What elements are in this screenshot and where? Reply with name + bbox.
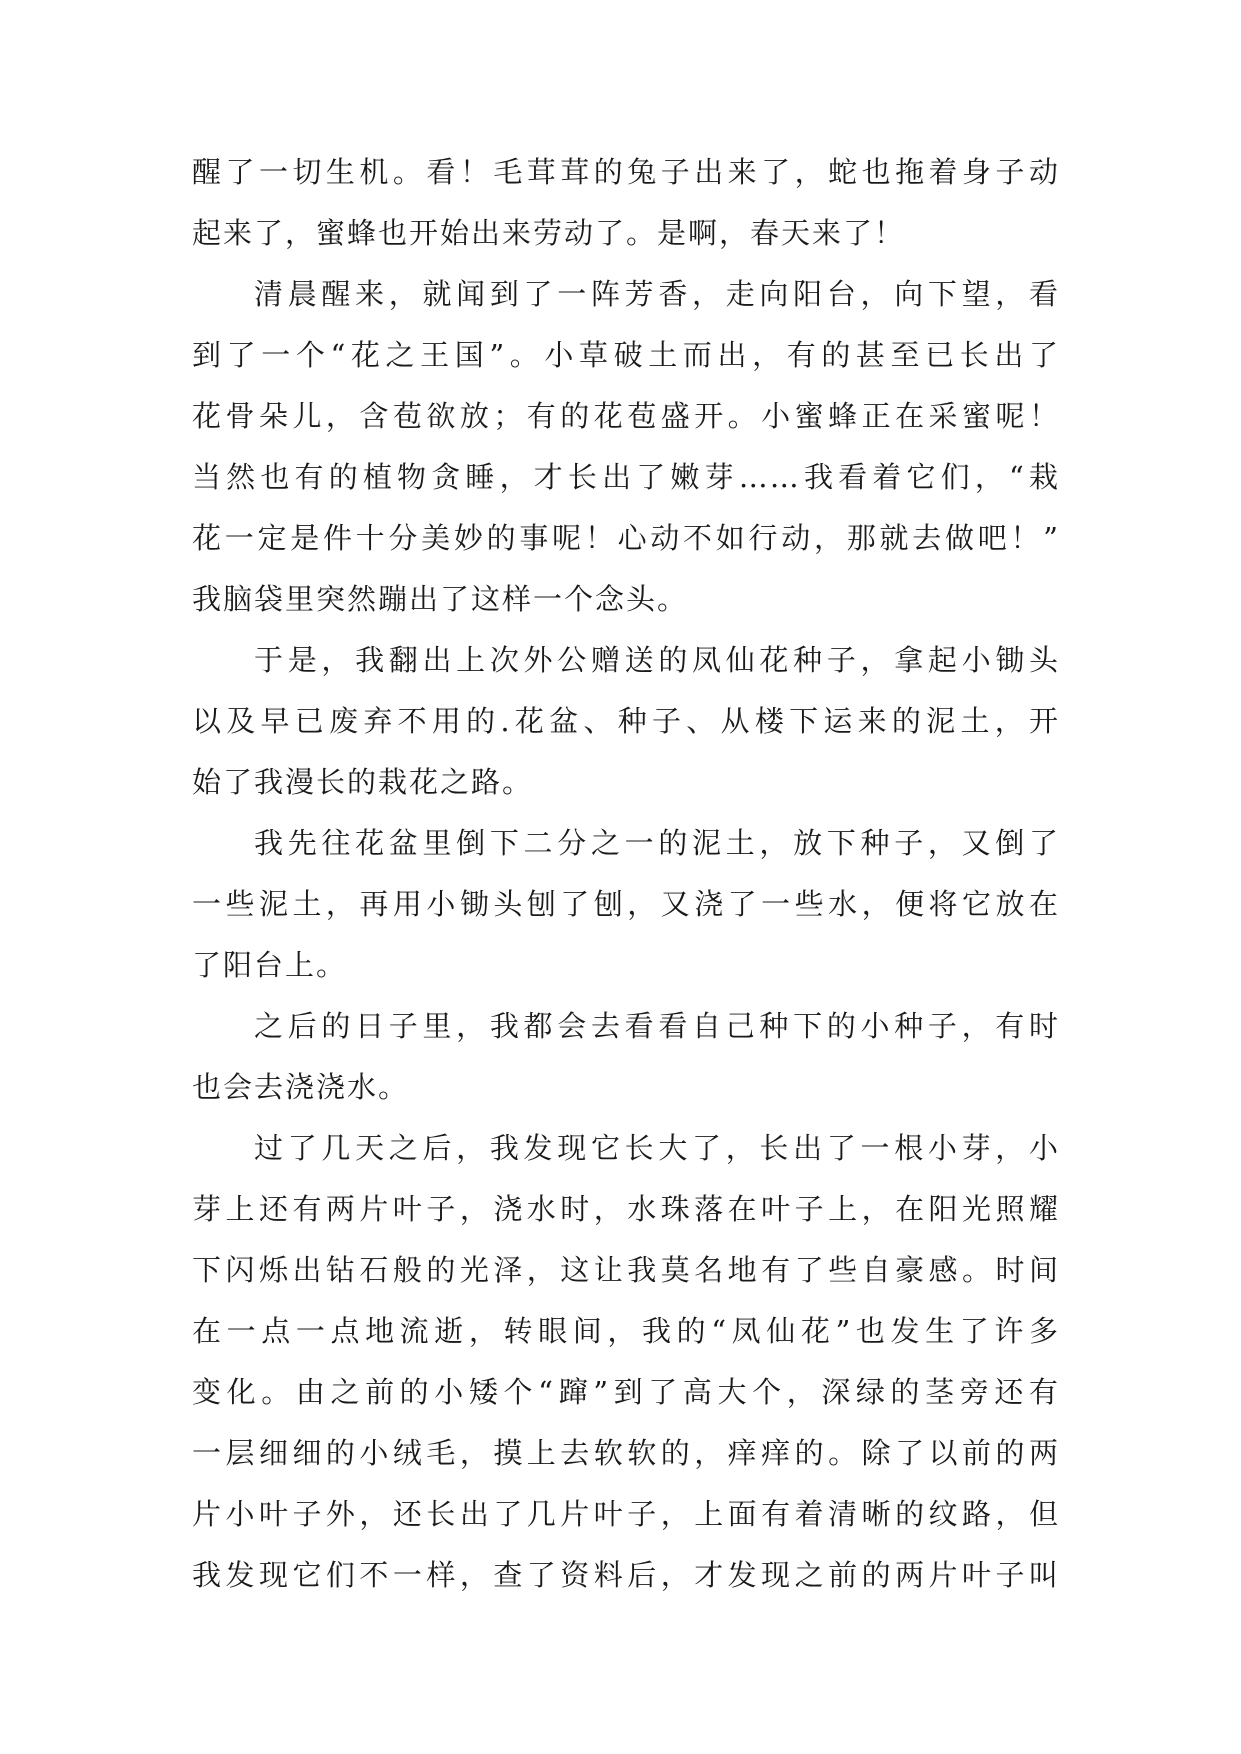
text-line: 在一点一点地流逝，转眼间，我的“凤仙花”也发生了许多 [192,1314,1060,1348]
text-line: 我脑袋里突然蹦出了这样一个念头。 [192,582,689,616]
text-line: 始了我漫长的栽花之路。 [192,765,534,799]
text-line: 花骨朵儿，含苞欲放；有的花苞盛开。小蜜蜂正在采蜜呢！ [192,399,1060,433]
text-line: 下闪烁出钻石般的光泽，这让我莫名地有了些自豪感。时间 [192,1253,1060,1287]
text-line: 我发现它们不一样，查了资料后，才发现之前的两片叶子叫 [192,1558,1060,1592]
text-line: 清晨醒来，就闻到了一阵芳香，走向阳台，向下望，看 [254,277,1060,311]
text-line: 当然也有的植物贪睡，才长出了嫩芽……我看着它们，“栽 [192,460,1060,494]
text-line: 以及早已废弃不用的.花盆、种子、从楼下运来的泥土，开 [192,704,1060,738]
text-line: 之后的日子里，我都会去看看自己种下的小种子，有时 [254,1009,1060,1043]
text-line: 过了几天之后，我发现它长大了，长出了一根小芽，小 [254,1131,1060,1165]
text-line: 变化。由之前的小矮个“蹿”到了高大个，深绿的茎旁还有 [192,1375,1060,1409]
text-line: 到了一个“花之王国”。小草破土而出，有的甚至已长出了 [192,338,1060,372]
text-line: 了阳台上。 [192,948,348,982]
text-line: 于是，我翻出上次外公赠送的凤仙花种子，拿起小锄头 [254,643,1060,677]
text-line: 一些泥土，再用小锄头刨了刨，又浇了一些水，便将它放在 [192,887,1060,921]
text-line: 花一定是件十分美妙的事呢！心动不如行动，那就去做吧！” [192,521,1060,555]
text-line: 我先往花盆里倒下二分之一的泥土，放下种子，又倒了 [254,826,1060,860]
document-page [192,142,1060,1606]
text-line: 芽上还有两片叶子，浇水时，水珠落在叶子上，在阳光照耀 [192,1192,1060,1226]
text-line: 醒了一切生机。看！毛茸茸的兔子出来了，蛇也拖着身子动 [192,155,1060,189]
text-line: 一层细细的小绒毛，摸上去软软的，痒痒的。除了以前的两 [192,1436,1060,1470]
text-line: 片小叶子外，还长出了几片叶子，上面有着清晰的纹路，但 [192,1497,1060,1531]
text-line: 起来了，蜜蜂也开始出来劳动了。是啊，春天来了！ [192,216,906,250]
text-line: 也会去浇浇水。 [192,1070,410,1104]
